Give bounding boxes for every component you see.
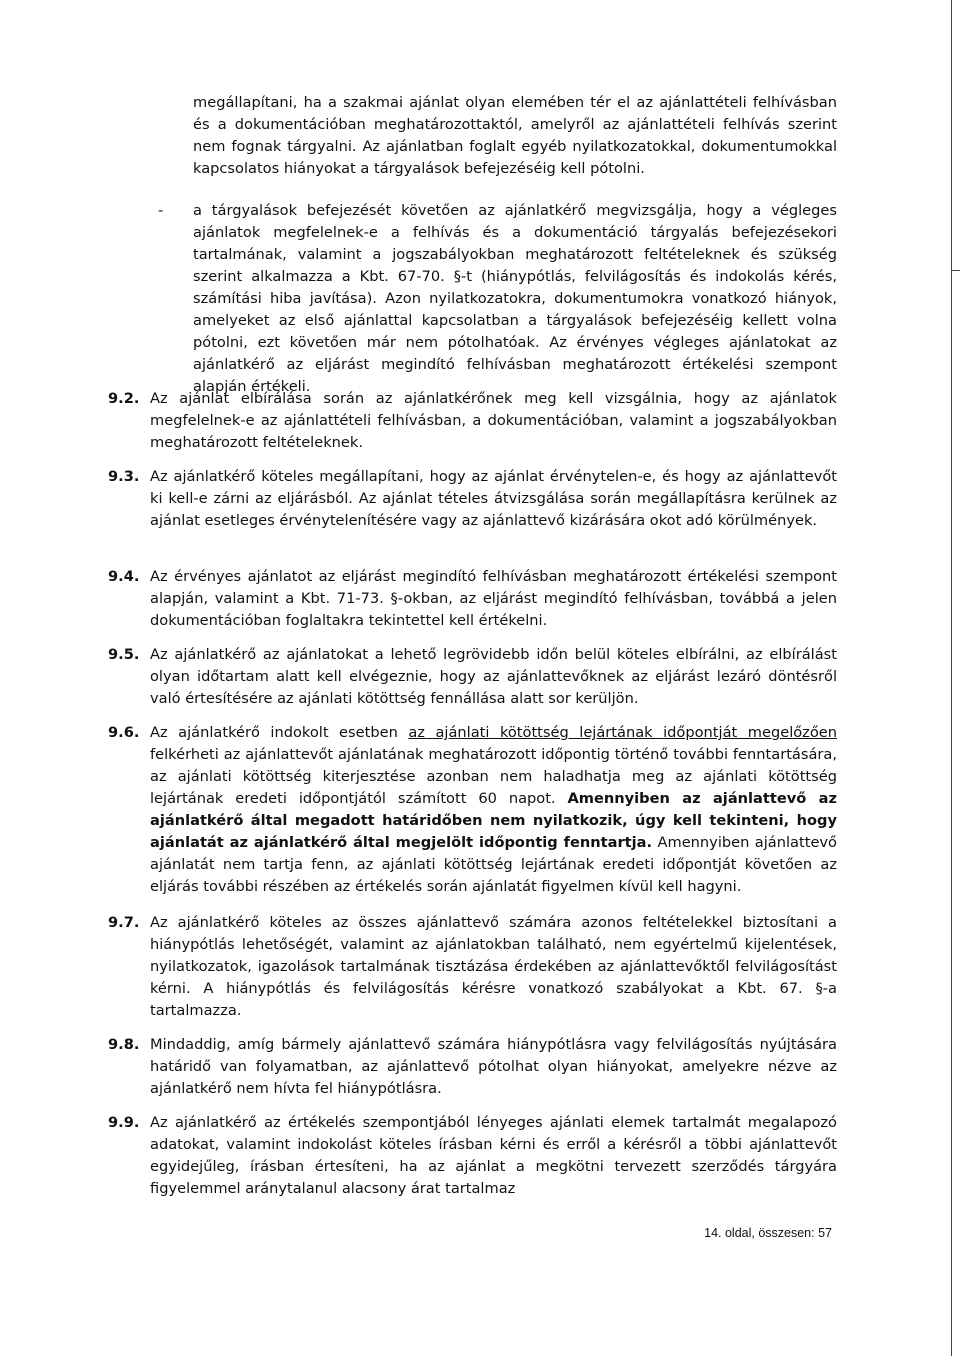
bold-statement: Amennyiben az ajánlattevő az ajánlatkérő által megadott határidőben nem nyilatkozik, úgy kell tekinteni, hogy ajánlatát az ajánlatkérő által megjelölt időpontig fenntartja. <box>150 790 837 851</box>
section-text-part: felkérheti az ajánlattevőt ajánlatának meghatározott időpontig történő további fenntartására, az ajánlati kötöttség kiterjesztése azonban nem haladhatja meg az ajánlati kötöttség lejártának eredeti időpontjától számított 60 napot. <box>150 746 837 807</box>
section-number: 9.6. <box>108 724 140 741</box>
section-text-part: Amennyiben ajánlattevő ajánlatát nem tartja fenn, az ajánlati kötöttség lejártának eredeti időpontját követően az eljárás további részében az értékelés során ajánlatát figyelmen kívül kell hagyni. <box>150 834 837 895</box>
section-text: Az ajánlatkérő az ajánlatokat a lehető legrövidebb időn belül köteles elbírálni, az elbírálást olyan időtartam alatt kell elvégeznie, hogy az ajánlattevőknek az eljárást lezáró döntésről való értesítésére az ajánlati kötöttség fennállása alatt sor kerüljön. <box>150 646 837 707</box>
intro-paragraph <box>193 92 837 180</box>
intro-text: megállapítani, ha a szakmai ajánlat olyan elemében tér el az ajánlattételi felhívásban és a dokumentációban meghatározottaktól, amelyről az ajánlattételi felhívás szerint nem fognak tárgyalni. Az ajánlatban foglalt egyéb nyilatkozatokkal, dokumentumokkal kapcsolatos hiányokat a tárgyalások befejezéséig kell pótolni. <box>193 94 837 177</box>
scan-edge-line <box>951 0 952 1356</box>
section-text: Az ajánlatkérő az értékelés szempontjából lényeges ajánlati elemek tartalmát megalapozó adatokat, valamint indokolást köteles írásban kérni és erről a kérésről a többi ajánlattevőt egyidejűleg, írásban értesíteni, ha az ajánlat a megkötni tervezett szerződés tárgyára figyelemmel aránytalanul alacsony árat tartalmaz <box>150 1114 837 1197</box>
section-number: 9.5. <box>108 646 140 663</box>
underlined-phrase: az ajánlati kötöttség lejártának időpontját megelőzően <box>408 724 837 741</box>
section-number: 9.8. <box>108 1036 140 1053</box>
section-text-part: Az ajánlatkérő indokolt esetben <box>150 724 409 741</box>
section-text: Mindaddig, amíg bármely ajánlattevő számára hiánypótlásra vagy felvilágosítás nyújtására határidő van folyamatban, az ajánlattevő pótolhat olyan hiányokat, amelyekre nézve az ajánlatkérő nem hívta fel hiánypótlásra. <box>150 1036 837 1097</box>
dash-item-text: a tárgyalások befejezését követően az ajánlatkérő megvizsgálja, hogy a végleges ajánlatok megfelelnek-e a felhívás és a dokumentáció tárgyalás befejezésekori tartalmának, valamint a jogszabályokban meghatározott feltételeknek és szükség szerint alkalmazza a Kbt. 67-70. §-t (hiánypótlás, felvilágosítás és indokolás kérés, számítási hiba javítása). Azon nyilatkozatokra, dokumentumokra vonatkozó hiányok, amelyeket az első ajánlattal kapcsolatban a tárgyalások befejezéséig kellett volna pótolni, ezt követően már nem pótolhatóak. Az érvényes végleges ajánlatokat az ajánlatkérő az eljárást megindító felhívásban meghatározott értékelési szempont alapján értékeli. <box>193 202 837 395</box>
scan-edge-tick <box>952 270 960 271</box>
section-text: Az érvényes ajánlatot az eljárást megindító felhívásban meghatározott értékelési szempont alapján, valamint a Kbt. 71-73. §-okban, az eljárást megindító felhívásban, továbbá a jelen dokumentációban foglaltakra tekintettel kell értékelni. <box>150 568 837 629</box>
dash-marker: - <box>158 202 164 219</box>
section-number: 9.3. <box>108 468 140 485</box>
section-number: 9.4. <box>108 568 140 585</box>
page-footer: 14. oldal, összesen: 57 <box>704 1226 832 1240</box>
section-text: Az ajánlat elbírálása során az ajánlatkérőnek meg kell vizsgálnia, hogy az ajánlatok megfelelnek-e az ajánlattételi felhívásban, a dokumentációban, valamint a jogszabályokban meghatározott feltételeknek. <box>150 390 837 451</box>
section-text: Az ajánlatkérő köteles az összes ajánlattevő számára azonos feltételekkel biztosítani a hiánypótlás lehetőségét, valamint az ajánlatokban található, nem egyértelmű kijelentések, nyilatkozatok, igazolások tartalmának tisztázása érdekében az ajánlattevőktől felvilágosítást kérni. A hiánypótlás és felvilágosítás kérésre vonatkozó szabályokat a Kbt. 67. §-a tartalmazza. <box>150 914 837 1019</box>
section-text <box>150 722 837 898</box>
section-text: Az ajánlatkérő köteles megállapítani, hogy az ajánlat érvénytelen-e, és hogy az ajánlattevőt ki kell-e zárni az eljárásból. Az ajánlat tételes átvizsgálása során megállapításra kerülnek az ajánlat esetleges érvénytelenítésére vagy az ajánlattevő kizárására okot adó körülmények. <box>150 468 837 529</box>
section-number: 9.7. <box>108 914 140 931</box>
section-number: 9.9. <box>108 1114 140 1131</box>
section-number: 9.2. <box>108 390 140 407</box>
